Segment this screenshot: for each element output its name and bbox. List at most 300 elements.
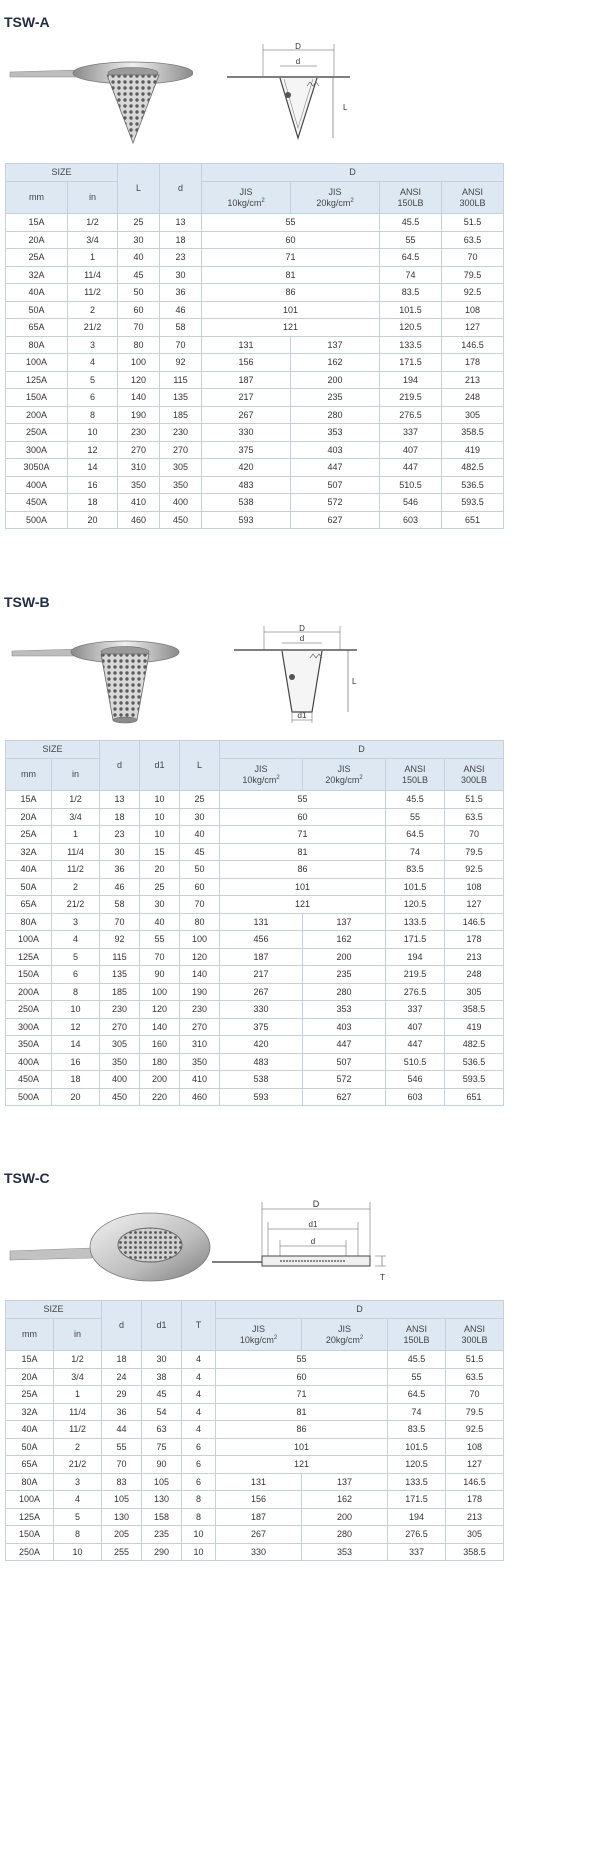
table-cell: 36 xyxy=(102,1403,142,1421)
table-cell: 92.5 xyxy=(446,1421,504,1439)
table-cell: 536.5 xyxy=(445,1053,504,1071)
table-cell: 92.5 xyxy=(442,284,504,302)
table-cell: 270 xyxy=(100,1018,140,1036)
table-cell: 3 xyxy=(52,913,100,931)
table-cell: 30 xyxy=(142,1351,182,1369)
table-cell: 71 xyxy=(202,249,380,267)
table-cell: 30 xyxy=(118,231,160,249)
table-row xyxy=(6,1386,504,1404)
table-row xyxy=(6,1508,504,1526)
table-cell: 100 xyxy=(118,354,160,372)
table-cell: 90 xyxy=(140,966,180,984)
table-cell: 16 xyxy=(68,476,118,494)
table-row xyxy=(6,826,504,844)
header-jis-20: JIS $20kg/cm^2$ xyxy=(303,759,386,791)
table-cell: 178 xyxy=(442,354,504,372)
table-cell: 483 xyxy=(220,1053,303,1071)
table-cell: 13 xyxy=(160,214,202,232)
table-cell: 5 xyxy=(54,1508,102,1526)
header-mm: mm xyxy=(6,759,52,791)
table-cell: 38 xyxy=(142,1368,182,1386)
table-cell: 450A xyxy=(6,1071,52,1089)
table-cell: 419 xyxy=(445,1018,504,1036)
table-cell: 3/4 xyxy=(54,1368,102,1386)
table-cell: 24 xyxy=(102,1368,142,1386)
header-d1: d1 xyxy=(140,741,180,791)
table-cell: 45 xyxy=(180,843,220,861)
table-cell: 2 xyxy=(54,1438,102,1456)
table-cell: 200 xyxy=(302,1508,388,1526)
spec-table-tsw-c xyxy=(5,1300,504,1561)
table-cell: 83.5 xyxy=(386,861,445,879)
table-cell: 146.5 xyxy=(445,913,504,931)
table-cell: 25 xyxy=(118,214,160,232)
table-cell: 25 xyxy=(140,878,180,896)
table-cell: 8 xyxy=(182,1491,216,1509)
table-cell: 248 xyxy=(445,966,504,984)
table-row xyxy=(6,301,504,319)
table-cell: 651 xyxy=(445,1088,504,1106)
table-cell: 70 xyxy=(180,896,220,914)
table-cell: 507 xyxy=(303,1053,386,1071)
table-cell: 250A xyxy=(6,1543,54,1561)
table-cell: 267 xyxy=(220,983,303,1001)
table-cell: 60 xyxy=(202,231,380,249)
table-cell: 3 xyxy=(68,336,118,354)
section-title-tsw-c: TSW-C xyxy=(4,1170,50,1186)
table-cell: 267 xyxy=(216,1526,302,1544)
table-cell: 250A xyxy=(6,1001,52,1019)
table-cell: 353 xyxy=(302,1543,388,1561)
table-cell: 83.5 xyxy=(380,284,442,302)
table-cell: 55 xyxy=(202,214,380,232)
table-row xyxy=(6,1036,504,1054)
header-ansi-300: ANSI 300LB xyxy=(445,759,504,791)
table-cell: 40 xyxy=(140,913,180,931)
table-cell: 75 xyxy=(142,1438,182,1456)
table-row xyxy=(6,1001,504,1019)
table-cell: 18 xyxy=(100,808,140,826)
table-cell: 353 xyxy=(291,424,380,442)
table-cell: 358.5 xyxy=(442,424,504,442)
table-row xyxy=(6,249,504,267)
table-cell: 220 xyxy=(140,1088,180,1106)
table-cell: 80A xyxy=(6,1473,54,1491)
table-cell: 4 xyxy=(52,931,100,949)
table-cell: 46 xyxy=(100,878,140,896)
table-cell: 400A xyxy=(6,476,68,494)
table-cell: 235 xyxy=(142,1526,182,1544)
table-cell: 305 xyxy=(446,1526,504,1544)
table-cell: 1 xyxy=(52,826,100,844)
table-cell: 1 xyxy=(68,249,118,267)
table-cell: 171.5 xyxy=(380,354,442,372)
table-cell: 15A xyxy=(6,791,52,809)
table-cell: 447 xyxy=(386,1036,445,1054)
table-cell: 92 xyxy=(160,354,202,372)
table-row xyxy=(6,1368,504,1386)
table-cell: 65A xyxy=(6,1456,54,1474)
table-cell: 460 xyxy=(118,511,160,529)
table-cell: 3050A xyxy=(6,459,68,477)
table-cell: 55 xyxy=(220,791,386,809)
table-cell: 45.5 xyxy=(388,1351,446,1369)
table-cell: 447 xyxy=(303,1036,386,1054)
table-cell: 2 xyxy=(68,301,118,319)
table-cell: 120 xyxy=(180,948,220,966)
table-cell: 456 xyxy=(220,931,303,949)
table-cell: 80A xyxy=(6,913,52,931)
table-cell: 13 xyxy=(100,791,140,809)
table-cell: 25A xyxy=(6,249,68,267)
table-cell: 593 xyxy=(220,1088,303,1106)
table-cell: 603 xyxy=(386,1088,445,1106)
table-cell: 92.5 xyxy=(445,861,504,879)
table-cell: 403 xyxy=(291,441,380,459)
table-cell: 125A xyxy=(6,1508,54,1526)
table-cell: 51.5 xyxy=(445,791,504,809)
table-row xyxy=(6,1071,504,1089)
table-row xyxy=(6,266,504,284)
table-cell: 6 xyxy=(68,389,118,407)
table-cell: 51.5 xyxy=(446,1351,504,1369)
table-cell: 140 xyxy=(140,1018,180,1036)
table-cell: 482.5 xyxy=(442,459,504,477)
header-jis-10: JIS $10kg/cm^2$ xyxy=(202,182,291,214)
table-cell: 100A xyxy=(6,931,52,949)
table-cell: 80 xyxy=(118,336,160,354)
table-cell: 140 xyxy=(118,389,160,407)
table-cell: 190 xyxy=(118,406,160,424)
table-cell: 187 xyxy=(202,371,291,389)
table-row xyxy=(6,1543,504,1561)
table-cell: 70 xyxy=(140,948,180,966)
header-jis-10: JIS $10kg/cm^2$ xyxy=(216,1319,302,1351)
table-cell: 5 xyxy=(68,371,118,389)
table-cell: 270 xyxy=(180,1018,220,1036)
table-cell: 627 xyxy=(303,1088,386,1106)
table-row xyxy=(6,1473,504,1491)
table-cell: 74 xyxy=(380,266,442,284)
table-cell: 276.5 xyxy=(386,983,445,1001)
table-cell: 25A xyxy=(6,826,52,844)
section-title-tsw-b: TSW-B xyxy=(4,594,50,610)
table-cell: 10 xyxy=(68,424,118,442)
table-cell: 32A xyxy=(6,266,68,284)
table-cell: 36 xyxy=(160,284,202,302)
table-row xyxy=(6,931,504,949)
header-mm: mm xyxy=(6,182,68,214)
header-size: SIZE xyxy=(6,164,118,182)
table-cell: 63 xyxy=(142,1421,182,1439)
table-cell: 45.5 xyxy=(380,214,442,232)
table-cell: 156 xyxy=(202,354,291,372)
table-cell: 101 xyxy=(202,301,380,319)
table-cell: 358.5 xyxy=(445,1001,504,1019)
header-d1: d1 xyxy=(142,1301,182,1351)
table-cell: 217 xyxy=(220,966,303,984)
table-row xyxy=(6,459,504,477)
table-cell: 29 xyxy=(102,1386,142,1404)
table-cell: 255 xyxy=(102,1543,142,1561)
table-row xyxy=(6,843,504,861)
table-cell: 86 xyxy=(202,284,380,302)
header-l: L xyxy=(118,164,160,214)
table-cell: 40 xyxy=(118,249,160,267)
table-cell: 219.5 xyxy=(380,389,442,407)
table-cell: 81 xyxy=(202,266,380,284)
table-cell: 6 xyxy=(52,966,100,984)
table-cell: 483 xyxy=(202,476,291,494)
table-cell: 58 xyxy=(100,896,140,914)
table-cell: 290 xyxy=(142,1543,182,1561)
table-cell: 30 xyxy=(180,808,220,826)
table-cell: 115 xyxy=(160,371,202,389)
table-cell: 125A xyxy=(6,371,68,389)
dim-label-L: L xyxy=(343,103,348,112)
table-cell: 572 xyxy=(291,494,380,512)
table-cell: 105 xyxy=(102,1491,142,1509)
table-cell: 135 xyxy=(100,966,140,984)
table-cell: 219.5 xyxy=(386,966,445,984)
table-cell: 90 xyxy=(142,1456,182,1474)
table-cell: 305 xyxy=(100,1036,140,1054)
table-cell: 1/2 xyxy=(68,214,118,232)
table-cell: 140 xyxy=(180,966,220,984)
header-l: L xyxy=(180,741,220,791)
table-cell: 71 xyxy=(216,1386,388,1404)
spec-table-tsw-a xyxy=(5,163,504,529)
table-cell: 447 xyxy=(380,459,442,477)
table-cell: 20 xyxy=(52,1088,100,1106)
table-cell: 178 xyxy=(446,1491,504,1509)
header-ansi-150: ANSI 150LB xyxy=(380,182,442,214)
table-cell: 4 xyxy=(182,1386,216,1404)
table-cell: 450A xyxy=(6,494,68,512)
table-cell: 205 xyxy=(102,1526,142,1544)
table-cell: 4 xyxy=(182,1403,216,1421)
table-cell: 55 xyxy=(140,931,180,949)
table-cell: 80A xyxy=(6,336,68,354)
table-cell: 137 xyxy=(291,336,380,354)
table-cell: 11/4 xyxy=(52,843,100,861)
table-cell: 651 xyxy=(442,511,504,529)
table-row xyxy=(6,1526,504,1544)
table-cell: 115 xyxy=(100,948,140,966)
table-cell: 194 xyxy=(388,1508,446,1526)
table-cell: 55 xyxy=(216,1351,388,1369)
table-cell: 593.5 xyxy=(442,494,504,512)
dim-label-d: d xyxy=(299,634,305,643)
table-cell: 10 xyxy=(52,1001,100,1019)
table-cell: 15 xyxy=(140,843,180,861)
table-cell: 4 xyxy=(182,1421,216,1439)
table-cell: 230 xyxy=(100,1001,140,1019)
table-cell: 337 xyxy=(380,424,442,442)
table-cell: 162 xyxy=(303,931,386,949)
table-cell: 55 xyxy=(386,808,445,826)
table-cell: 162 xyxy=(291,354,380,372)
table-cell: 235 xyxy=(291,389,380,407)
table-cell: 21/2 xyxy=(68,319,118,337)
table-cell: 350 xyxy=(160,476,202,494)
table-cell: 32A xyxy=(6,843,52,861)
table-cell: 18 xyxy=(160,231,202,249)
spec-table-tsw-b xyxy=(5,740,504,1106)
table-cell: 130 xyxy=(142,1491,182,1509)
table-cell: 450 xyxy=(160,511,202,529)
table-cell: 133.5 xyxy=(380,336,442,354)
table-cell: 70 xyxy=(102,1456,142,1474)
table-cell: 330 xyxy=(202,424,291,442)
table-cell: 108 xyxy=(445,878,504,896)
table-cell: 230 xyxy=(180,1001,220,1019)
header-d-inner: d xyxy=(100,741,140,791)
table-cell: 101.5 xyxy=(388,1438,446,1456)
table-cell: 250A xyxy=(6,424,68,442)
table-cell: 70 xyxy=(446,1386,504,1404)
table-cell: 213 xyxy=(446,1508,504,1526)
table-cell: 4 xyxy=(182,1351,216,1369)
table-cell: 213 xyxy=(442,371,504,389)
tsw-c-product-photo xyxy=(8,1205,213,1287)
table-cell: 71 xyxy=(220,826,386,844)
table-cell: 74 xyxy=(388,1403,446,1421)
dim-label-D: D xyxy=(295,42,301,51)
table-cell: 305 xyxy=(445,983,504,1001)
table-cell: 410 xyxy=(180,1071,220,1089)
table-cell: 12 xyxy=(52,1018,100,1036)
table-cell: 60 xyxy=(118,301,160,319)
table-cell: 10 xyxy=(140,808,180,826)
table-cell: 8 xyxy=(68,406,118,424)
table-row xyxy=(6,808,504,826)
table-cell: 55 xyxy=(380,231,442,249)
table-cell: 125A xyxy=(6,948,52,966)
table-cell: 510.5 xyxy=(386,1053,445,1071)
table-cell: 280 xyxy=(291,406,380,424)
table-cell: 350A xyxy=(6,1036,52,1054)
table-cell: 120.5 xyxy=(380,319,442,337)
table-cell: 546 xyxy=(386,1071,445,1089)
table-cell: 100 xyxy=(140,983,180,1001)
table-cell: 50A xyxy=(6,878,52,896)
table-row xyxy=(6,791,504,809)
table-cell: 350 xyxy=(100,1053,140,1071)
table-cell: 55 xyxy=(388,1368,446,1386)
table-cell: 20 xyxy=(140,861,180,879)
table-cell: 64.5 xyxy=(388,1386,446,1404)
table-cell: 81 xyxy=(216,1403,388,1421)
table-cell: 50A xyxy=(6,1438,54,1456)
table-cell: 15A xyxy=(6,1351,54,1369)
table-cell: 74 xyxy=(386,843,445,861)
table-cell: 63.5 xyxy=(446,1368,504,1386)
table-cell: 70 xyxy=(100,913,140,931)
table-row xyxy=(6,1438,504,1456)
table-cell: 58 xyxy=(160,319,202,337)
table-cell: 276.5 xyxy=(388,1526,446,1544)
table-cell: 40A xyxy=(6,861,52,879)
table-cell: 305 xyxy=(160,459,202,477)
table-row xyxy=(6,389,504,407)
table-cell: 8 xyxy=(54,1526,102,1544)
table-cell: 130 xyxy=(102,1508,142,1526)
table-cell: 40A xyxy=(6,284,68,302)
table-cell: 6 xyxy=(182,1456,216,1474)
table-cell: 79.5 xyxy=(445,843,504,861)
table-cell: 500A xyxy=(6,1088,52,1106)
table-cell: 10 xyxy=(54,1543,102,1561)
tsw-c-dimension-diagram xyxy=(210,1198,395,1290)
table-cell: 46 xyxy=(160,301,202,319)
table-cell: 131 xyxy=(216,1473,302,1491)
header-t: T xyxy=(182,1301,216,1351)
table-cell: 133.5 xyxy=(388,1473,446,1491)
table-cell: 330 xyxy=(220,1001,303,1019)
table-cell: 79.5 xyxy=(442,266,504,284)
tsw-b-product-photo xyxy=(10,628,182,728)
table-cell: 120.5 xyxy=(386,896,445,914)
table-cell: 10 xyxy=(182,1543,216,1561)
table-cell: 50 xyxy=(118,284,160,302)
dim-label-d1: d1 xyxy=(297,711,307,720)
table-cell: 25 xyxy=(180,791,220,809)
table-cell: 8 xyxy=(52,983,100,1001)
table-cell: 150A xyxy=(6,1526,54,1544)
header-ansi-150: ANSI 150LB xyxy=(388,1319,446,1351)
table-cell: 50 xyxy=(180,861,220,879)
dim-label-d: d xyxy=(310,1237,316,1246)
table-cell: 230 xyxy=(160,424,202,442)
table-cell: 65A xyxy=(6,896,52,914)
table-row xyxy=(6,441,504,459)
table-cell: 131 xyxy=(202,336,291,354)
table-cell: 54 xyxy=(142,1403,182,1421)
table-cell: 3 xyxy=(54,1473,102,1491)
table-cell: 70 xyxy=(160,336,202,354)
table-row xyxy=(6,354,504,372)
table-cell: 305 xyxy=(442,406,504,424)
table-cell: 4 xyxy=(68,354,118,372)
table-cell: 20 xyxy=(68,511,118,529)
table-cell: 137 xyxy=(303,913,386,931)
table-row xyxy=(6,336,504,354)
table-cell: 70 xyxy=(118,319,160,337)
table-row xyxy=(6,371,504,389)
table-row xyxy=(6,406,504,424)
table-cell: 18 xyxy=(68,494,118,512)
dim-label-T: T xyxy=(380,1273,385,1282)
table-cell: 127 xyxy=(442,319,504,337)
table-row xyxy=(6,1053,504,1071)
table-cell: 280 xyxy=(302,1526,388,1544)
table-cell: 12 xyxy=(68,441,118,459)
table-cell: 187 xyxy=(220,948,303,966)
table-cell: 101.5 xyxy=(380,301,442,319)
table-cell: 14 xyxy=(68,459,118,477)
table-row xyxy=(6,1456,504,1474)
table-cell: 86 xyxy=(216,1421,388,1439)
table-cell: 150A xyxy=(6,966,52,984)
table-cell: 16 xyxy=(52,1053,100,1071)
table-cell: 100 xyxy=(180,931,220,949)
table-cell: 11/2 xyxy=(68,284,118,302)
table-row xyxy=(6,861,504,879)
table-row xyxy=(6,896,504,914)
table-cell: 20A xyxy=(6,1368,54,1386)
table-cell: 375 xyxy=(220,1018,303,1036)
